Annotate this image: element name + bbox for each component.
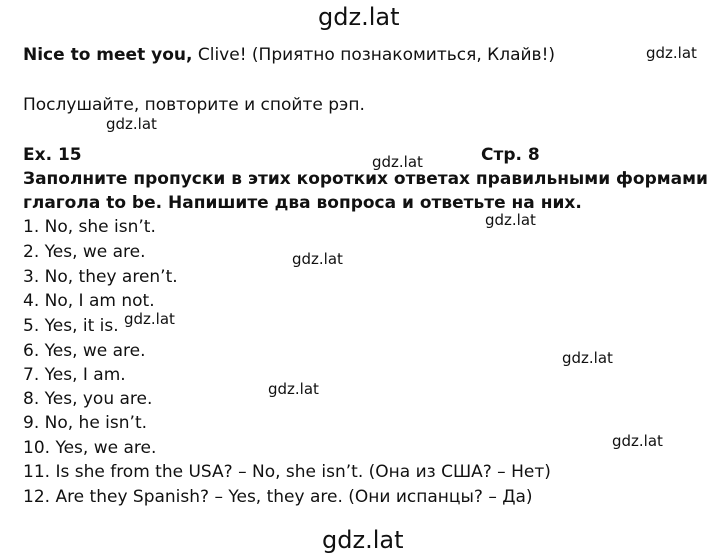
answer-item: 11. Is she from the USA? – No, she isn’t. (Она из США? – Нет): [23, 462, 551, 482]
answer-item: 6. Yes, we are.: [23, 341, 146, 361]
watermark: gdz.lat: [485, 211, 536, 229]
answer-item: 10. Yes, we are.: [23, 438, 157, 458]
task-line-1: Заполните пропуски в этих коротких ответах правильными формами: [23, 169, 708, 189]
answer-item: 12. Are they Spanish? – Yes, they are. (Они испанцы? – Да): [23, 487, 533, 507]
answer-item: 7. Yes, I am.: [23, 365, 126, 385]
watermark: gdz.lat: [124, 310, 175, 328]
exercise-number: Ex. 15: [23, 145, 82, 165]
watermark-top: gdz.lat: [318, 3, 400, 31]
instruction-text: Послушайте, повторите и спойте рэп.: [23, 95, 365, 115]
answer-item: 5. Yes, it is.: [23, 316, 119, 336]
answer-item: 3. No, they aren’t.: [23, 267, 178, 287]
answer-item: 1. No, she isn’t.: [23, 217, 156, 237]
watermark: gdz.lat: [646, 44, 697, 62]
greeting-text: Clive! (Приятно познакомиться, Клайв!): [192, 45, 556, 65]
answer-item: 2. Yes, we are.: [23, 242, 146, 262]
page-number: Стр. 8: [481, 145, 540, 165]
answer-item: 4. No, I am not.: [23, 291, 155, 311]
answer-item: 8. Yes, you are.: [23, 389, 153, 409]
greeting-bold: Nice to meet you,: [23, 45, 193, 65]
watermark: gdz.lat: [292, 250, 343, 268]
watermark: gdz.lat: [268, 380, 319, 398]
watermark: gdz.lat: [372, 153, 423, 171]
watermark: gdz.lat: [612, 432, 663, 450]
task-line-2: глагола to be. Напишите два вопроса и ответьте на них.: [23, 193, 582, 213]
watermark: gdz.lat: [106, 115, 157, 133]
watermark: gdz.lat: [562, 349, 613, 367]
greeting-line: [23, 45, 555, 65]
watermark-bottom: gdz.lat: [322, 526, 404, 554]
answer-item: 9. No, he isn’t.: [23, 413, 148, 433]
